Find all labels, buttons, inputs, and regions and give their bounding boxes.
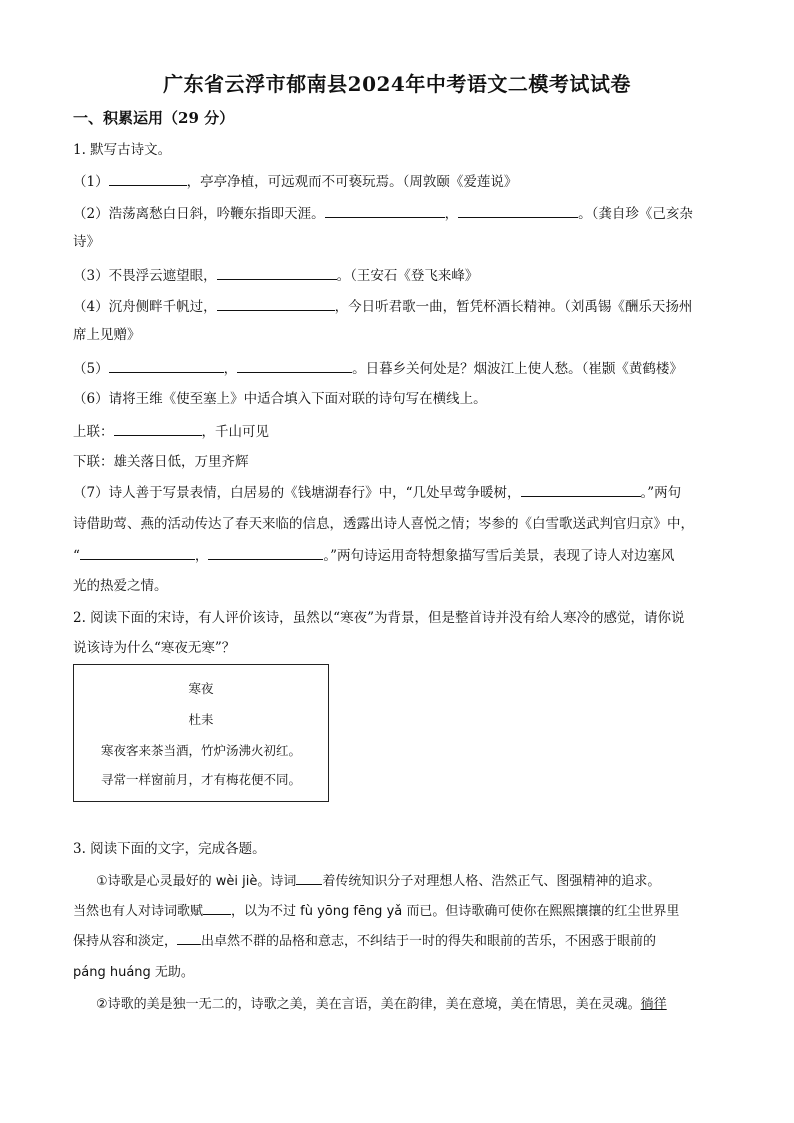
section-heading: 一、积累运用（29 分）: [73, 109, 235, 127]
question-3-heading: 3. 阅读下面的文字，完成各题。: [73, 841, 266, 857]
q1-item-7-end: 光的热爱之情。: [73, 578, 168, 594]
poem-author: 杜耒: [188, 712, 214, 727]
q1-item-2-cont: 诗》: [73, 234, 100, 250]
q1-item-3: （3）不畏浮云遮望眼， 。（王安石《登飞来峰》: [73, 265, 478, 286]
answer-blank[interactable]: [296, 871, 322, 885]
answer-blank[interactable]: [458, 203, 578, 218]
page-title: 广东省云浮市郁南县2024年中考语文二模考试试卷: [163, 72, 631, 96]
answer-blank[interactable]: [325, 203, 445, 218]
q1-item-4: （4）沉舟侧畔千帆过， ，今日听君歌一曲，暂凭杯酒长精神。（刘禹锡《酬乐天扬州: [73, 296, 692, 317]
answer-blank[interactable]: [237, 358, 352, 373]
question-2-prompt-cont: 说该诗为什么“寒夜无寒”？: [73, 640, 236, 656]
couplet-upper: 上联： ，千山可见: [73, 421, 269, 442]
q1-item-7: （7）诗人善于写景表情，白居易的《钱塘湖春行》中，“几处早莺争暖树， 。”两句: [73, 482, 681, 503]
answer-blank[interactable]: [217, 265, 337, 280]
reading-para-1-line-4: páng huáng 无助。: [73, 965, 194, 980]
answer-blank[interactable]: [109, 171, 187, 186]
answer-blank[interactable]: [109, 358, 224, 373]
reading-para-2: ②诗歌的美是独一无二的，诗歌之美，美在言语，美在韵律，美在意境，美在情思，美在灵魂。徜徉: [96, 997, 667, 1012]
reading-para-1-line-3: 保持从容和淡定， 出卓然不群的品格和意志，不纠结于一时的得失和眼前的苦乐，不困惑于眼前的: [73, 931, 656, 952]
q1-item-1: （1） ，亭亭净植，可远观而不可亵玩焉。（周敦颐《爱莲说》: [73, 171, 517, 192]
poem-title: 寒夜: [188, 681, 214, 696]
q1-item-2: （2）浩荡离愁白日斜，吟鞭东指即天涯。 ， 。（龚自珍《己亥杂: [73, 203, 693, 224]
answer-blank[interactable]: [114, 421, 202, 436]
answer-blank[interactable]: [80, 545, 195, 560]
answer-blank[interactable]: [208, 545, 323, 560]
question-2-prompt: 2. 阅读下面的宋诗，有人评价该诗，虽然以“寒夜”为背景，但是整首诗并没有给人寒冷的感觉，请你说: [73, 610, 685, 626]
couplet-lower: 下联：雄关落日低，万里齐辉: [73, 454, 249, 470]
q1-item-6: （6）请将王维《使至塞上》中适合填入下面对联的诗句写在横线上。: [73, 391, 487, 407]
answer-blank[interactable]: [203, 901, 231, 915]
reading-para-1-line-1: ①诗歌是心灵最好的 wèi jiè。诗词 着传统知识分子对理想人格、浩然正气、图强精神的追求。: [96, 871, 660, 892]
underlined-word: 徜徉: [640, 997, 667, 1012]
poem-box: [73, 664, 329, 802]
q1-item-7-blanks: “ ， 。”两句诗运用奇特想象描写雪后美景，表现了诗人对边塞风: [73, 545, 675, 566]
poem-verse-1: 寒夜客来茶当酒，竹炉汤沸火初红。: [100, 743, 301, 758]
q1-item-7-cont: 诗借助莺、燕的活动传达了春天来临的信息，透露出诗人喜悦之情；岑参的《白雪歌送武判官归京》中，: [73, 516, 694, 532]
q1-item-4-cont: 席上见赠》: [73, 327, 141, 343]
answer-blank[interactable]: [217, 296, 335, 311]
answer-blank[interactable]: [521, 482, 641, 497]
q1-item-5: （5） ， 。日暮乡关何处是？烟波江上使人愁。（崔颢《黄鹤楼》: [73, 358, 683, 379]
reading-para-1-line-2: 当然也有人对诗词歌赋 ，以为不过 fù yōng fēng yǎ 而已。但诗歌确可使你在熙熙攘攘的红尘世界里: [73, 901, 679, 922]
answer-blank[interactable]: [177, 931, 201, 945]
question-1-heading: 1. 默写古诗文。: [73, 142, 172, 158]
poem-verse-2: 寻常一样窗前月，才有梅花便不同。: [100, 772, 301, 787]
